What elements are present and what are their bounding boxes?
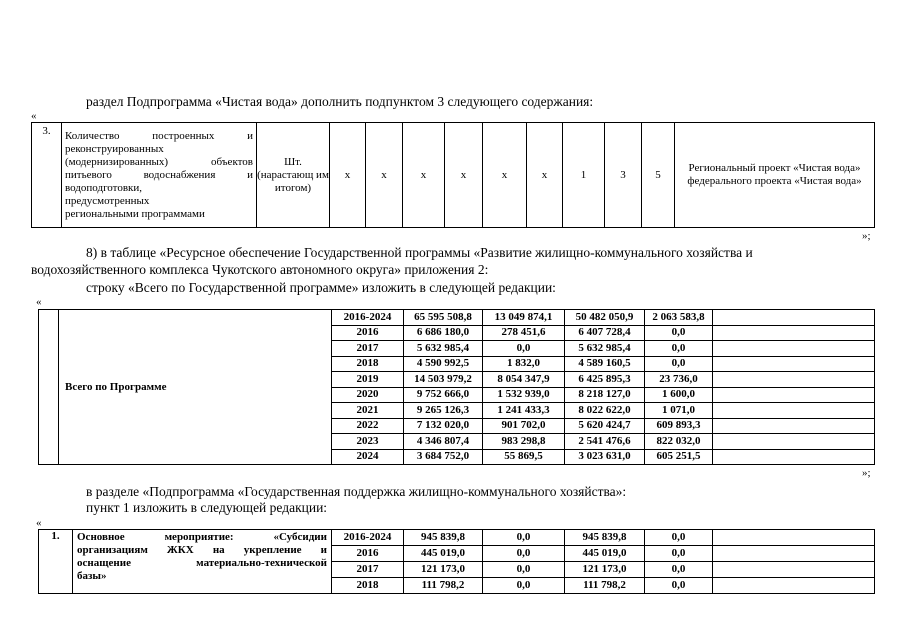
amount-cell: 9 265 126,3 [404,403,483,419]
amount-cell: 0,0 [645,562,713,578]
empty-cell [713,325,875,341]
unit-cell: Шт. (нарастающ им итогом) [257,123,330,228]
year-cell: 2016 [332,546,404,562]
row-number: 1. [39,530,73,594]
amount-cell: 8 054 347,9 [483,372,565,388]
amount-cell: 945 839,8 [565,530,645,546]
year-cell: 2018 [332,578,404,594]
indicator-name-line: водоподготовки, [65,181,142,194]
activity-name [73,530,332,594]
amount-cell: 983 298,8 [483,434,565,450]
table-row [39,530,875,546]
amount-cell: 0,0 [483,578,565,594]
amount-cell: 4 590 992,5 [404,356,483,372]
activity-name-line: Основное мероприятие: «Субсидии [77,531,327,543]
paragraph-point-1: пункт 1 изложить в следующей редакции: [86,500,328,515]
amount-cell: 3 023 631,0 [565,449,645,465]
amount-cell: 0,0 [645,341,713,357]
amount-cell: 0,0 [645,530,713,546]
amount-cell: 0,0 [645,546,713,562]
year-cell: 2017 [332,562,404,578]
quote-open-1: « [31,110,37,122]
amount-cell: 0,0 [483,562,565,578]
amount-cell: 2 541 476,6 [565,434,645,450]
row-number: 3. [32,123,62,228]
paragraph-total-row: строку «Всего по Государственной программе» изложить в следующей редакции: [86,280,556,295]
blank-cell [39,310,59,465]
amount-cell: 4 346 807,4 [404,434,483,450]
amount-cell: 111 798,2 [565,578,645,594]
empty-cell [713,356,875,372]
amount-cell: 7 132 020,0 [404,418,483,434]
empty-cell [713,341,875,357]
empty-cell [713,562,875,578]
year-cell: 2016-2024 [332,530,404,546]
year-cell: 2023 [332,434,404,450]
indicator-name-line: (модернизированных) объектов [65,155,253,168]
indicator-name-line: Количество построенных и [65,129,253,142]
indicator-name [62,123,257,228]
value-cell: 5 [642,123,675,228]
amount-cell: 1 600,0 [645,387,713,403]
empty-cell [713,372,875,388]
empty-cell [713,418,875,434]
indicator-name-line: питьевого водоснабжения и [65,168,253,181]
amount-cell: 605 251,5 [645,449,713,465]
amount-cell: 0,0 [483,546,565,562]
empty-cell [713,578,875,594]
activity-name-line: организациям ЖКХ на укрепление и [77,544,327,556]
value-cell: 3 [605,123,642,228]
amount-cell: 822 032,0 [645,434,713,450]
amount-cell: 8 022 622,0 [565,403,645,419]
indicator-name-line: региональными программами [65,207,205,220]
quote-open-2: « [36,296,42,308]
empty-cell [713,403,875,419]
value-cell: x [366,123,403,228]
year-cell: 2016-2024 [332,310,404,326]
paragraph-subprogram-support: в разделе «Подпрограмма «Государственная поддержка жилищно-коммунального хозяйства»: [86,484,627,499]
value-cell: x [527,123,563,228]
value-cell: x [403,123,445,228]
empty-cell [713,310,875,326]
quote-close-1: »; [862,230,871,242]
amount-cell: 111 798,2 [404,578,483,594]
amount-cell: 65 595 508,8 [404,310,483,326]
amount-cell: 3 684 752,0 [404,449,483,465]
amount-cell: 5 620 424,7 [565,418,645,434]
amount-cell: 901 702,0 [483,418,565,434]
amount-cell: 50 482 050,9 [565,310,645,326]
year-cell: 2024 [332,449,404,465]
source-cell: Региональный проект «Чистая вода» федерального проекта «Чистая вода» [675,123,875,228]
amount-cell: 0,0 [645,325,713,341]
total-label: Всего по Программе [59,310,332,465]
empty-cell [713,434,875,450]
amount-cell: 1 241 433,3 [483,403,565,419]
year-cell: 2020 [332,387,404,403]
empty-cell [713,546,875,562]
empty-cell [713,530,875,546]
year-cell: 2022 [332,418,404,434]
value-cell: x [445,123,483,228]
amount-cell: 121 173,0 [404,562,483,578]
table-row [39,310,875,326]
paragraph-subprogram-clean-water: раздел Подпрограмма «Чистая вода» дополнить подпунктом 3 следующего содержания: [86,94,594,109]
value-cell: x [483,123,527,228]
amount-cell: 1 532 939,0 [483,387,565,403]
amount-cell: 6 407 728,4 [565,325,645,341]
empty-cell [713,387,875,403]
amount-cell: 14 503 979,2 [404,372,483,388]
quote-open-3: « [36,517,42,529]
table-total-by-program [38,309,875,465]
amount-cell: 13 049 874,1 [483,310,565,326]
amount-cell: 23 736,0 [645,372,713,388]
paragraph-8-line-2: водохозяйственного комплекса Чукотского автономного округа» приложения 2: [31,262,489,277]
amount-cell: 6 425 895,3 [565,372,645,388]
year-cell: 2019 [332,372,404,388]
indicator-name-line: реконструированных [65,142,164,155]
value-cell: 1 [563,123,605,228]
year-cell: 2018 [332,356,404,372]
amount-cell: 0,0 [483,341,565,357]
indicator-name-line: предусмотренных [65,194,150,207]
amount-cell: 5 632 985,4 [404,341,483,357]
year-cell: 2016 [332,325,404,341]
amount-cell: 55 869,5 [483,449,565,465]
amount-cell: 5 632 985,4 [565,341,645,357]
amount-cell: 8 218 127,0 [565,387,645,403]
indicator-name-lines [65,130,253,221]
year-cell: 2021 [332,403,404,419]
amount-cell: 445 019,0 [565,546,645,562]
amount-cell: 945 839,8 [404,530,483,546]
amount-cell: 0,0 [483,530,565,546]
amount-cell: 278 451,6 [483,325,565,341]
quote-close-2: »; [862,467,871,479]
amount-cell: 1 832,0 [483,356,565,372]
amount-cell: 6 686 180,0 [404,325,483,341]
table-housing-support-activity [38,529,875,594]
value-cell: x [330,123,366,228]
amount-cell: 0,0 [645,578,713,594]
amount-cell: 445 019,0 [404,546,483,562]
activity-name-line: оснащение материально-технической [77,557,327,569]
table-clean-water-indicator [31,122,875,228]
empty-cell [713,449,875,465]
amount-cell: 9 752 666,0 [404,387,483,403]
amount-cell: 1 071,0 [645,403,713,419]
amount-cell: 2 063 583,8 [645,310,713,326]
amount-cell: 4 589 160,5 [565,356,645,372]
amount-cell: 121 173,0 [565,562,645,578]
amount-cell: 609 893,3 [645,418,713,434]
amount-cell: 0,0 [645,356,713,372]
year-cell: 2017 [332,341,404,357]
activity-name-line: базы» [77,570,107,582]
paragraph-8-line-1: 8) в таблице «Ресурсное обеспечение Государственной программы «Развитие жилищно-коммунального хозяйства и [86,245,753,260]
